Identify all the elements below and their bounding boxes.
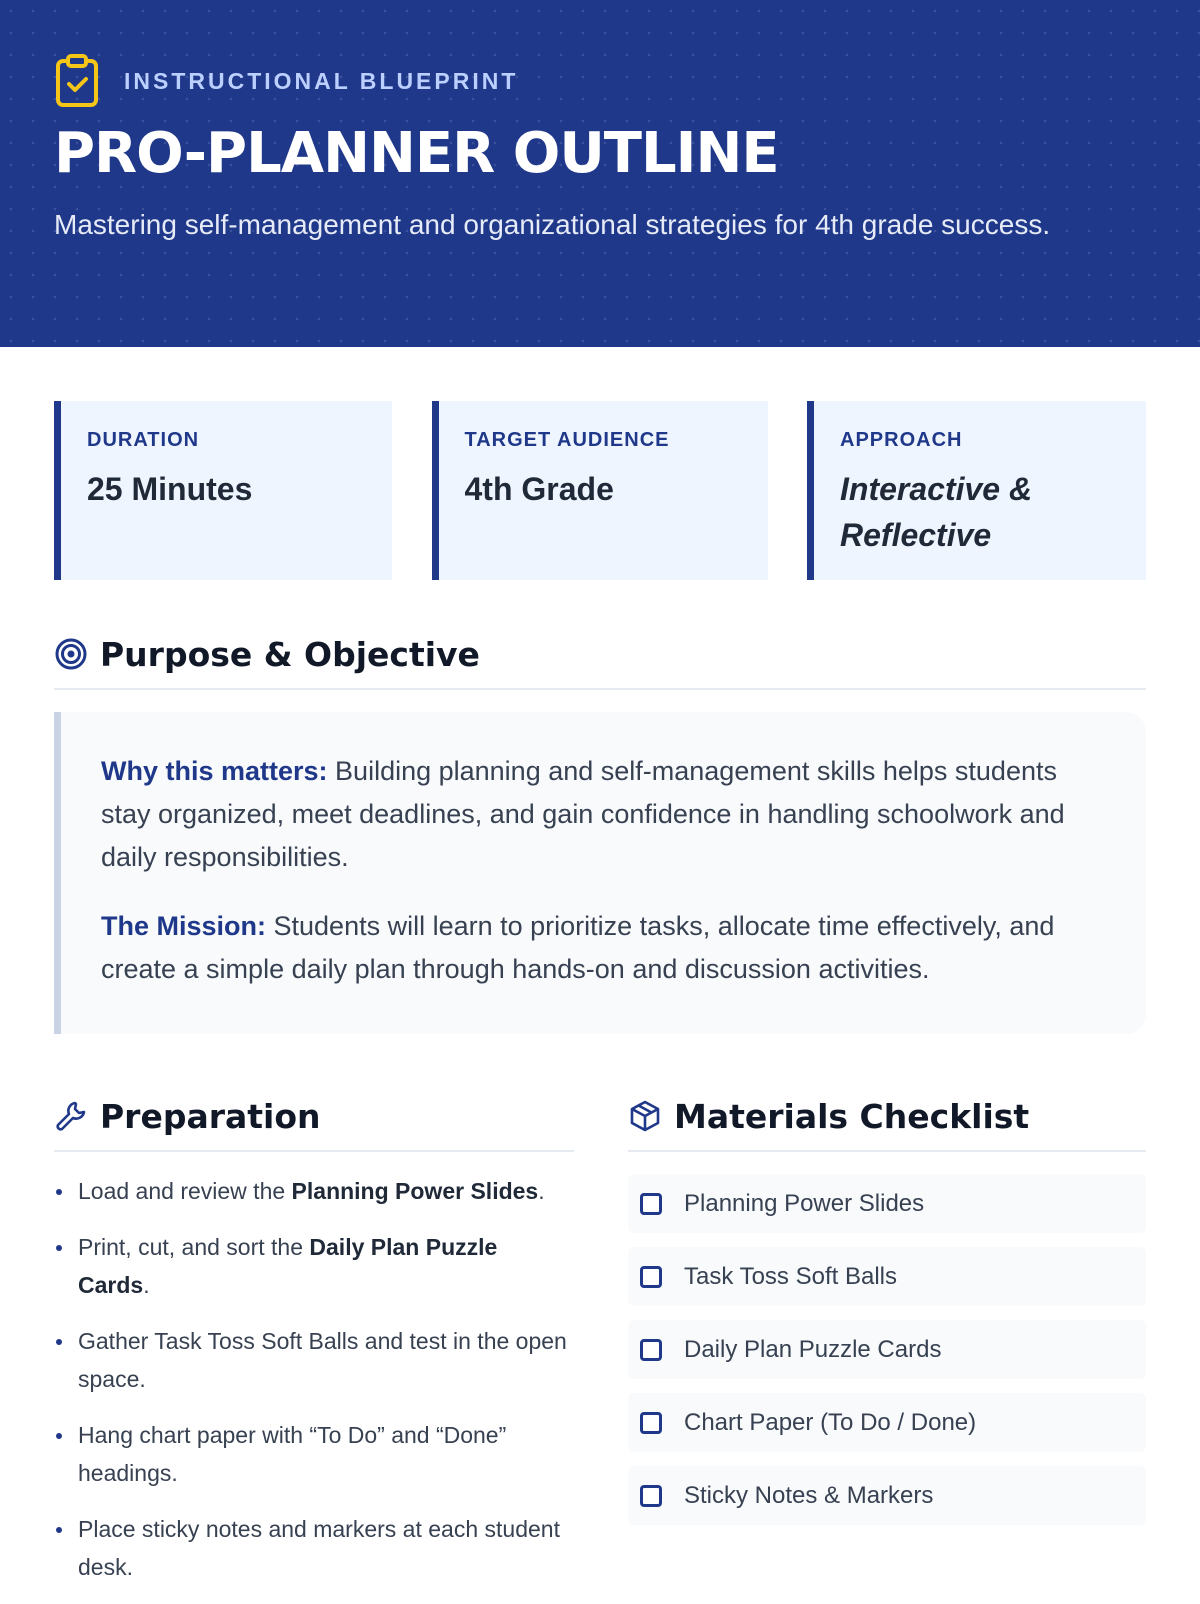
item-text-end: . [143, 1272, 150, 1298]
item-text: Gather Task Toss Soft Balls and test in the open space. [78, 1328, 567, 1392]
section-header [54, 1082, 574, 1152]
clipboard-check-icon [54, 54, 100, 108]
main-content [0, 347, 1200, 1604]
eyebrow-row [54, 54, 1146, 108]
checklist-label: Sticky Notes & Markers [684, 1481, 934, 1509]
info-card-duration [54, 401, 392, 580]
checkbox[interactable] [640, 1339, 662, 1361]
section-header [54, 620, 1146, 690]
checklist-item[interactable] [628, 1466, 1146, 1525]
item-bold: Daily Plan Puzzle Cards [78, 1234, 498, 1298]
two-column-row [54, 1082, 1146, 1604]
mission-lead: The Mission: [101, 911, 267, 941]
wrench-icon [54, 1099, 88, 1133]
checklist-item[interactable] [628, 1393, 1146, 1452]
item-text: Hang chart paper with “To Do” and “Done” headings. [78, 1422, 507, 1486]
info-card-label: APPROACH [840, 429, 963, 451]
materials-section [628, 1082, 1146, 1604]
info-card-audience [432, 401, 768, 580]
checklist-item[interactable] [628, 1320, 1146, 1379]
list-item [54, 1322, 574, 1398]
page-header [0, 0, 1200, 347]
page-title: PRO-PLANNER OUTLINE [54, 121, 779, 186]
why-text: Building planning and self-management skills helps students stay organized, meet deadlines, and gain confidence in handling schoolwork and daily responsibilities. [101, 756, 1065, 872]
item-text: Load and review the [78, 1178, 292, 1204]
section-title: Materials Checklist [674, 1096, 1030, 1136]
why-paragraph [101, 750, 1106, 879]
info-cards [54, 401, 1146, 580]
checkbox[interactable] [640, 1266, 662, 1288]
info-card-label: DURATION [87, 429, 200, 451]
checkbox[interactable] [640, 1412, 662, 1434]
preparation-section [54, 1082, 574, 1604]
item-text: Place sticky notes and markers at each student desk. [78, 1516, 560, 1580]
purpose-callout [54, 712, 1146, 1034]
info-card-value: 4th Grade [464, 471, 614, 507]
checklist-item[interactable] [628, 1174, 1146, 1233]
box-icon [628, 1099, 662, 1133]
info-card-value: Interactive & Reflective [840, 471, 1033, 553]
eyebrow-label: INSTRUCTIONAL BLUEPRINT [124, 67, 519, 94]
mission-paragraph [101, 905, 1106, 991]
item-text-end: . [538, 1178, 545, 1204]
list-item [54, 1228, 574, 1304]
info-card-approach [807, 401, 1146, 580]
purpose-section [54, 620, 1146, 1034]
info-card-label: TARGET AUDIENCE [464, 429, 670, 451]
checklist-item[interactable] [628, 1247, 1146, 1306]
checklist-label: Chart Paper (To Do / Done) [684, 1408, 977, 1436]
section-title: Purpose & Objective [100, 634, 480, 674]
list-item [54, 1172, 574, 1210]
checklist-label: Task Toss Soft Balls [684, 1262, 897, 1290]
mission-text: Students will learn to prioritize tasks, allocate time effectively, and create a simple daily plan through hands-on and discussion activities. [101, 911, 1055, 984]
list-item [54, 1510, 574, 1586]
target-icon [54, 637, 88, 671]
section-header [628, 1082, 1146, 1152]
materials-checklist [628, 1174, 1146, 1525]
info-card-value: 25 Minutes [87, 471, 253, 507]
item-bold: Planning Power Slides [291, 1178, 539, 1204]
section-title: Preparation [100, 1096, 321, 1136]
item-text: Print, cut, and sort the [78, 1234, 310, 1260]
page-subtitle: Mastering self-management and organizational strategies for 4th grade success. [54, 209, 1051, 240]
checklist-label: Planning Power Slides [684, 1189, 925, 1217]
checklist-label: Daily Plan Puzzle Cards [684, 1335, 942, 1363]
list-item [54, 1416, 574, 1492]
checkbox[interactable] [640, 1193, 662, 1215]
preparation-list [54, 1172, 574, 1586]
checkbox[interactable] [640, 1485, 662, 1507]
why-lead: Why this matters: [101, 756, 328, 786]
